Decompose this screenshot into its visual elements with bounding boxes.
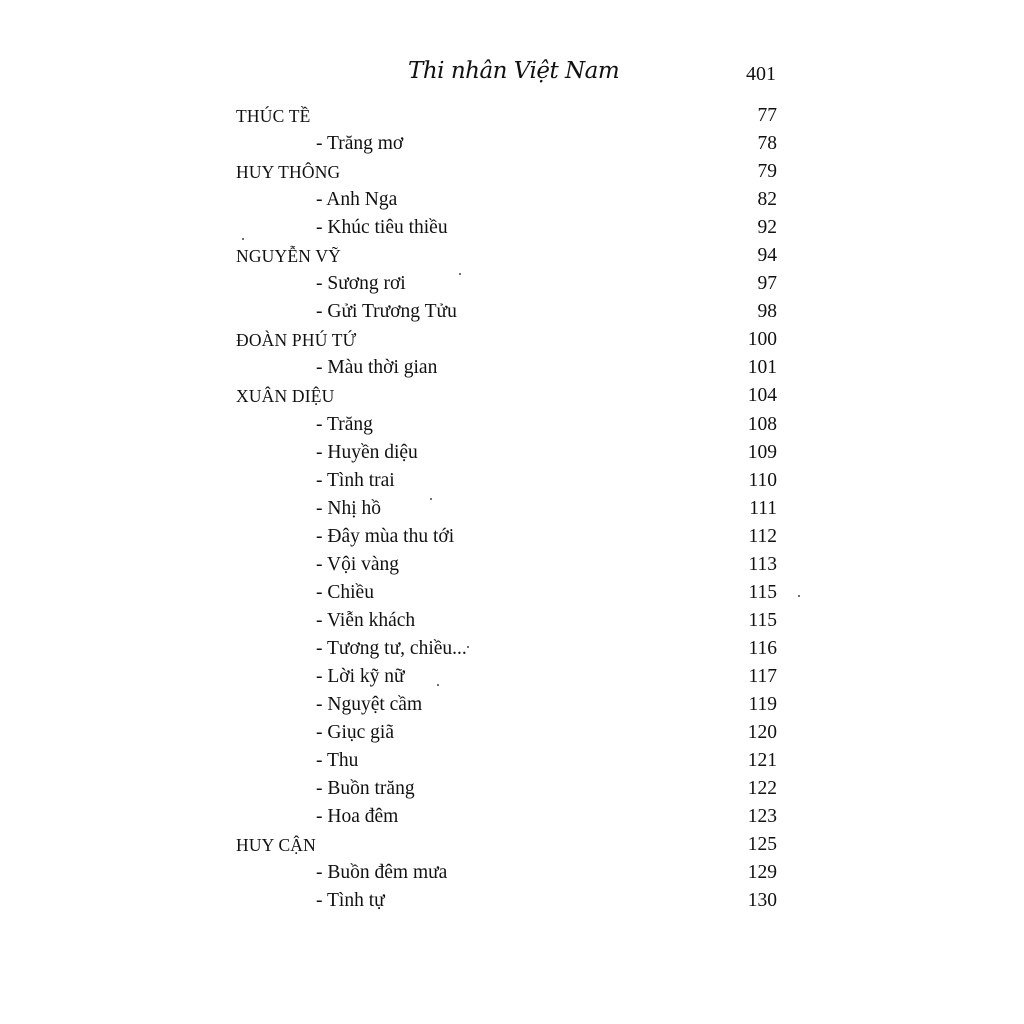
poem-title: - Thu (316, 750, 359, 772)
toc-poem-row (236, 635, 777, 663)
toc-poem-row (236, 439, 777, 467)
author-name: NGUYỄN VỸ (236, 246, 342, 267)
poem-title: - Trăng mơ (316, 133, 404, 155)
toc-author-row (236, 158, 777, 186)
author-name: ĐOÀN PHÚ TỨ (236, 330, 357, 351)
toc-poem-row (236, 691, 777, 719)
toc-page-number: 112 (748, 525, 777, 547)
toc-poem-row (236, 579, 777, 607)
poem-title: - Tình tự (316, 890, 385, 912)
poem-title: - Màu thời gian (316, 357, 438, 379)
toc-page-number: 113 (748, 553, 777, 575)
poem-title: - Viễn khách (316, 609, 416, 631)
toc-page-number: 115 (748, 609, 777, 631)
poem-title: - Trăng (316, 413, 373, 435)
poem-title: - Hoa đêm (316, 806, 399, 828)
poem-title: - Sương rơi (316, 273, 406, 295)
toc-page-number: 108 (747, 413, 777, 435)
author-name: THÚC TỀ (236, 106, 311, 126)
toc-poem-row (236, 607, 777, 635)
toc-poem-row (236, 467, 777, 495)
toc-page-number: 100 (747, 329, 777, 351)
toc-author-row (236, 242, 777, 270)
author-name: HUY CẬN (236, 835, 316, 856)
toc-page-number: 97 (757, 273, 777, 295)
toc-poem-row (236, 775, 777, 803)
toc-poem-row (236, 411, 777, 439)
poem-title: - Chiều (316, 581, 374, 603)
toc-page-number: 117 (748, 665, 777, 687)
poem-title: - Buồn trăng (316, 778, 415, 800)
print-speck (242, 238, 244, 240)
poem-title: - Gửi Trương Tửu (316, 301, 457, 323)
running-header-title: Thi nhân Việt Nam (408, 58, 620, 84)
toc-page-number: 94 (757, 245, 777, 267)
author-name: XUÂN DIỆU (236, 386, 335, 407)
author-name: HUY THÔNG (236, 162, 341, 183)
toc-poem-row (236, 214, 777, 242)
toc-page-number: 79 (757, 161, 777, 183)
toc-page-number: 120 (747, 722, 777, 744)
toc-poem-row (236, 354, 777, 382)
print-speck (459, 273, 461, 275)
toc-author-row (236, 326, 777, 354)
poem-title: - Anh Nga (316, 189, 398, 211)
toc-page-number: 109 (747, 441, 777, 463)
toc-page-number: 129 (747, 862, 777, 884)
poem-title: - Khúc tiêu thiều (316, 217, 448, 239)
toc-poem-row (236, 747, 777, 775)
print-speck (437, 684, 439, 686)
toc-page-number: 104 (747, 385, 777, 407)
toc-poem-row (236, 523, 777, 551)
toc-author-row (236, 102, 777, 130)
toc-page-number: 125 (747, 834, 777, 856)
toc-page-number: 101 (747, 357, 777, 379)
toc-page-number: 111 (749, 497, 777, 519)
poem-title: - Đây mùa thu tới (316, 525, 455, 547)
toc-page-number: 119 (748, 693, 777, 715)
poem-title: - Tương tư, chiều... (316, 637, 467, 659)
poem-title: - Nhị hồ (316, 497, 381, 519)
toc-page-number: 92 (757, 217, 777, 239)
print-speck (430, 498, 432, 500)
toc-poem-row (236, 803, 777, 831)
toc-poem-row (236, 298, 777, 326)
toc-page-number: 116 (748, 637, 777, 659)
table-of-contents (236, 102, 777, 915)
toc-poem-row (236, 887, 777, 915)
toc-page-number: 78 (757, 133, 777, 155)
toc-author-row (236, 831, 777, 859)
toc-author-row (236, 382, 777, 410)
toc-poem-row (236, 719, 777, 747)
poem-title: - Nguyệt cầm (316, 693, 423, 715)
toc-page-number: 82 (757, 189, 777, 211)
toc-poem-row (236, 130, 777, 158)
toc-page-number: 115 (748, 581, 777, 603)
toc-page-number: 77 (757, 105, 777, 126)
poem-title: - Lời kỹ nữ (316, 665, 405, 687)
poem-title: - Buồn đêm mưa (316, 862, 448, 884)
poem-title: - Huyền diệu (316, 441, 418, 463)
toc-poem-row (236, 270, 777, 298)
poem-title: - Tình trai (316, 469, 395, 491)
toc-page-number: 110 (748, 469, 777, 491)
toc-poem-row (236, 186, 777, 214)
toc-page-number: 130 (747, 890, 777, 912)
page-number: 401 (746, 63, 776, 85)
toc-poem-row (236, 663, 777, 691)
poem-title: - Vội vàng (316, 553, 400, 575)
toc-page-number: 121 (747, 750, 777, 772)
print-speck (798, 595, 800, 597)
print-speck (467, 646, 469, 648)
toc-poem-row (236, 551, 777, 579)
toc-page-number: 122 (747, 778, 777, 800)
toc-page-number: 123 (747, 806, 777, 828)
toc-poem-row (236, 859, 777, 887)
poem-title: - Giục giã (316, 722, 394, 744)
toc-page-number: 98 (757, 301, 777, 323)
toc-poem-row (236, 495, 777, 523)
